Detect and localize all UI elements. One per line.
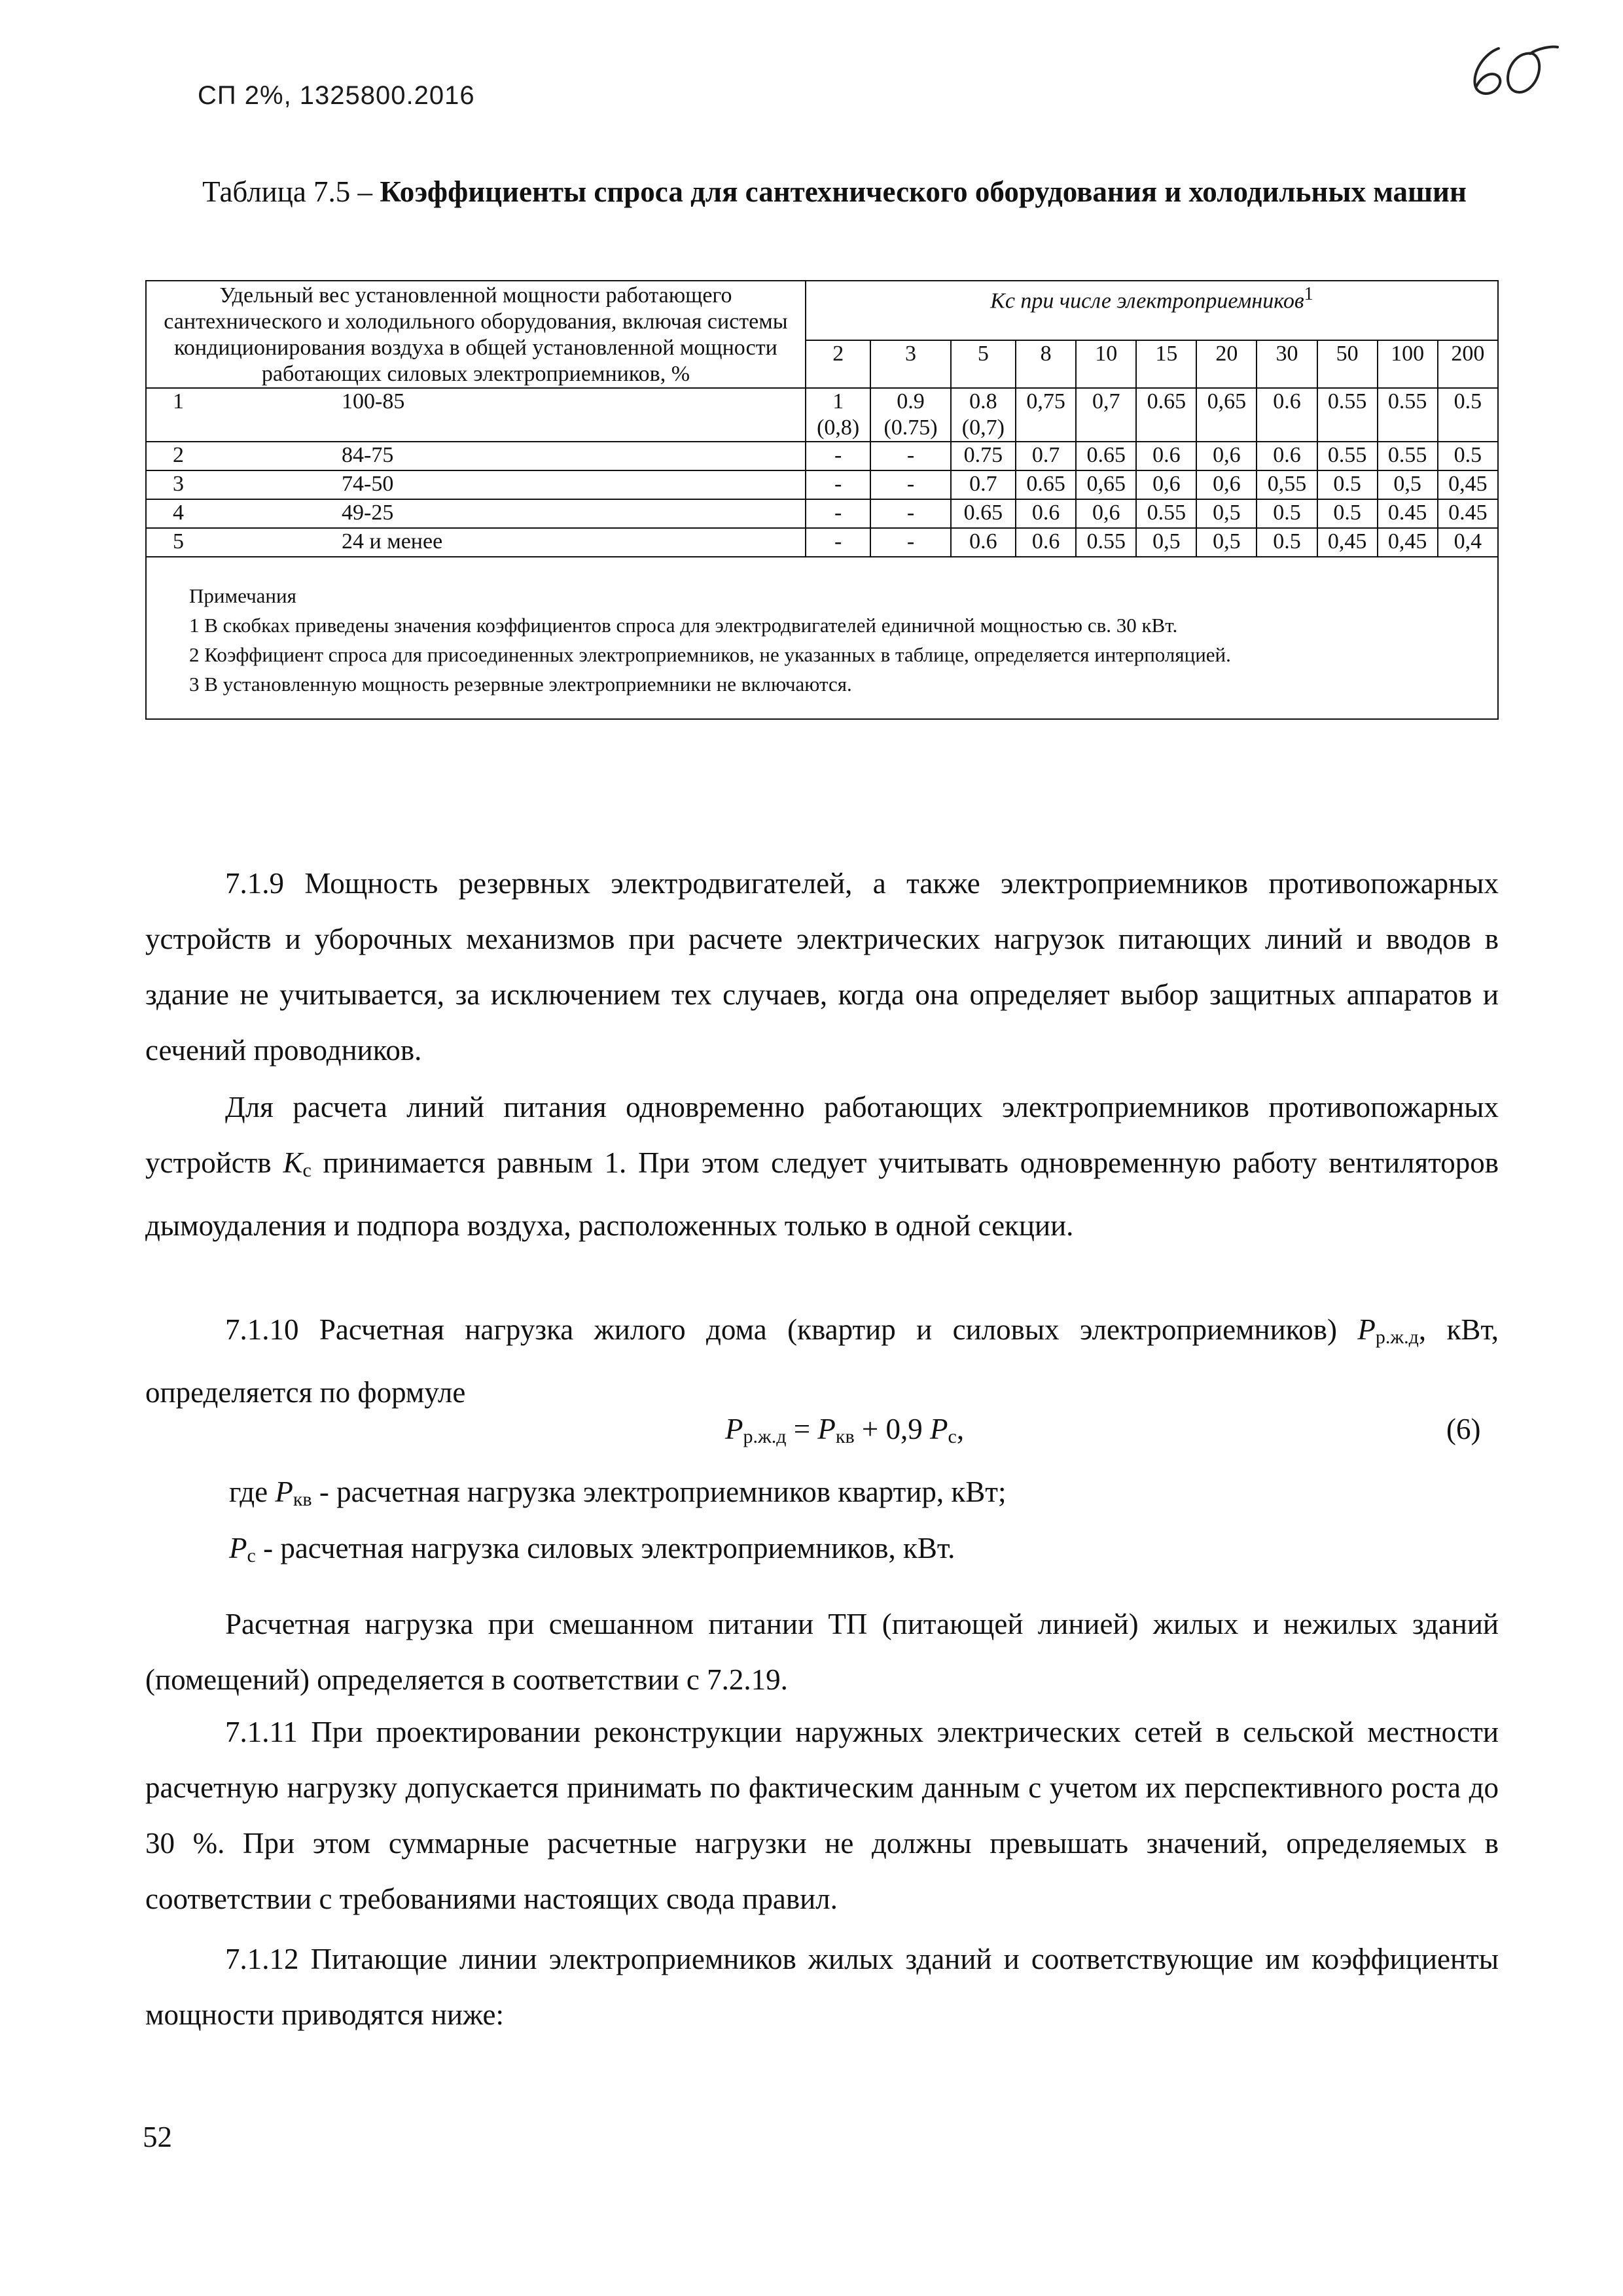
kc-value-cell: 0.6 [1136,442,1196,470]
kc-value-cell: 0.65 [1136,388,1196,442]
table-caption-title: Коэффициенты спроса для сантехнического оборудования и холодильных машин [380,175,1467,208]
kc-value-cell: 0.5 [1438,388,1498,442]
kc-value-cell: 0,7 [1076,388,1136,442]
kc-value-cell: 0,5 [1378,470,1438,499]
where-line-2 [229,1521,955,1583]
symbol-kc: K [283,1146,303,1179]
kc-value-cell: 0,65 [1076,470,1136,499]
kc-value-cell: - [806,528,871,557]
where-1-prefix: где [229,1475,276,1508]
kc-value-cell: 0.6 [1016,528,1076,557]
kc-value-cell: 1 (0,8) [806,388,871,442]
demand-coefficient-table [145,280,1499,720]
paragraph-7-1-11 [145,1704,1499,1927]
table-row [146,528,1498,557]
kc-value-cell: 0.8 (0,7) [951,388,1016,442]
kc-value-cell: 0,5 [1136,528,1196,557]
kc-value-cell: 0.5 [1317,470,1378,499]
kc-value-cell: 0.55 [1378,388,1438,442]
kc-value-cell: 0.6 [1016,499,1076,528]
kc-value-cell: 0.7 [951,470,1016,499]
column-header-count: 2 [806,340,871,388]
paragraph-kc-fire-text-a: Для расчета линий питания одновременно работающих электроприемников противопожарных устройств [145,1091,1499,1179]
where-1-text: - расчетная нагрузка электроприемников квартир, кВт; [312,1475,1007,1508]
where-line-1 [229,1464,1006,1527]
kc-value-cell: 0.5 [1317,499,1378,528]
where-2-symbol: P [229,1532,247,1564]
table-body [146,388,1498,557]
paragraph-7-1-10 [145,1302,1499,1421]
column-header-count: 10 [1076,340,1136,388]
kc-value-cell: 0,65 [1196,388,1257,442]
formula-plus: + 0,9 [854,1413,931,1445]
paragraph-7-1-9 [145,856,1499,1078]
where-1-symbol: P [275,1475,293,1508]
formula-term-2-sub: с [948,1426,957,1447]
table-header-row-1 [146,281,1498,340]
kc-value-cell: - [870,499,950,528]
note-2: 2 Коэффициент спроса для присоединенных электроприемников, не указанных в таблице, определяется интерполяцией. [189,643,1231,666]
column-header-count: 30 [1257,340,1317,388]
kc-value-cell: 0,6 [1196,470,1257,499]
column-header-count: 8 [1016,340,1076,388]
kc-value-cell: - [806,499,871,528]
table-notes-row [146,557,1498,719]
kc-value-cell: 0.45 [1378,499,1438,528]
column-header-count: 200 [1438,340,1498,388]
symbol-kc-sub: с [302,1159,312,1181]
table-notes [146,557,1498,719]
kc-value-cell: 0,4 [1438,528,1498,557]
row-power-share-range: 100-85 [198,388,806,442]
kc-value-cell: 0.55 [1317,388,1378,442]
column-header-kc [806,281,1498,340]
kc-value-cell: 0.45 [1438,499,1498,528]
column-header-count: 3 [870,340,950,388]
formula-end: , [956,1413,965,1445]
table-row [146,388,1498,442]
column-header-installed-power-share: Удельный вес установленной мощности работающего сантехнического и холодильного оборудования, включая системы кондиционирования воздуха в общей установленной мощности работающих силовых электроприемников, % [146,281,806,388]
paragraph-7-1-9-text: 7.1.9 Мощность резервных электродвигателей, а также электроприемников противопожарных устройств и уборочных механизмов при расчете электрических нагрузок питающих линий и вводов в здание не учитывается, за исключением тех случаев, когда она определяет выбор защитных аппаратов и сечений проводников. [145,867,1499,1067]
formula-lhs-sub: р.ж.д [743,1426,787,1447]
row-index: 4 [146,499,198,528]
kc-value-cell: 0.55 [1317,442,1378,470]
kc-value-cell: 0.5 [1257,528,1317,557]
row-index: 5 [146,528,198,557]
kc-value-cell: - [870,470,950,499]
kc-value-cell: 0.9 (0.75) [870,388,950,442]
paragraph-mixed-supply [145,1597,1499,1708]
formula-term-1: P [817,1413,836,1445]
symbol-p-rzhd: P [1357,1313,1376,1346]
paragraph-7-1-10-text-a: 7.1.10 Расчетная нагрузка жилого дома (квартир и силовых электроприемников) [225,1313,1358,1346]
table-caption [151,171,1518,212]
table-row [146,499,1498,528]
paragraph-7-1-10-text-b: , кВт, определяется по формуле [145,1313,1499,1409]
kc-value-cell: 0.65 [1076,442,1136,470]
table-caption-prefix: Таблица 7.5 – [202,175,380,208]
column-header-count: 20 [1196,340,1257,388]
kc-header-text: Kс при числе электроприемников [990,289,1304,313]
kc-value-cell: - [806,442,871,470]
kc-value-cell: 0.65 [951,499,1016,528]
kc-value-cell: 0.7 [1016,442,1076,470]
formula-lhs: P [725,1413,743,1445]
where-1-sub: кв [293,1489,312,1510]
kc-value-cell: 0.55 [1076,528,1136,557]
formula-number: (6) [1446,1413,1481,1445]
page-number: 52 [143,2121,172,2153]
kc-value-cell: 0,6 [1076,499,1136,528]
kc-value-cell: 0.55 [1378,442,1438,470]
column-header-count: 100 [1378,340,1438,388]
paragraph-mixed-supply-text: Расчетная нагрузка при смешанном питании ТП (питающей линией) жилых и нежилых зданий (помещений) определяется в соответствии с 7.2.19. [145,1608,1499,1696]
row-index: 3 [146,470,198,499]
row-power-share-range: 24 и менее [198,528,806,557]
kc-value-cell: 0,75 [1016,388,1076,442]
paragraph-kc-fire-text-b: принимается равным 1. При этом следует учитывать одновременную работу вентиляторов дымоудаления и подпора воздуха, расположенных только в одной секции. [145,1146,1499,1242]
kc-value-cell: - [870,442,950,470]
kc-header-footnote-mark: 1 [1304,284,1313,304]
paragraph-7-1-12 [145,1932,1499,2043]
column-header-count: 15 [1136,340,1196,388]
row-power-share-range: 74-50 [198,470,806,499]
standard-code: СП 2%, 1325800.2016 [198,81,475,110]
paragraph-7-1-11-text: 7.1.11 При проектировании реконструкции наружных электрических сетей в сельской местности расчетную нагрузку допускается принимать по фактическим данным с учетом их перспективного роста до 30 %. При этом суммарные расчетные нагрузки не должны превышать значений, определяемых в соответствии с требованиями настоящих свода правил. [145,1716,1499,1915]
kc-value-cell: 0.75 [951,442,1016,470]
kc-value-cell: 0.65 [1016,470,1076,499]
column-header-count: 5 [951,340,1016,388]
handwritten-page-number-drawing [1465,42,1563,101]
formula-term-1-sub: кв [835,1426,855,1447]
kc-value-cell: 0.6 [1257,442,1317,470]
kc-value-cell: 0.6 [1257,388,1317,442]
kc-value-cell: 0.55 [1136,499,1196,528]
row-index: 2 [146,442,198,470]
row-index: 1 [146,388,198,442]
kc-value-cell: 0.5 [1438,442,1498,470]
kc-value-cell: 0,5 [1196,499,1257,528]
table-row [146,470,1498,499]
formula-eq: = [786,1413,818,1445]
paragraph-7-1-12-text: 7.1.12 Питающие линии электроприемников жилых зданий и соответствующие им коэффициенты мощности приводятся ниже: [145,1943,1499,2031]
table-row [146,442,1498,470]
notes-title: Примечания [189,584,296,607]
row-power-share-range: 84-75 [198,442,806,470]
kc-value-cell: 0,45 [1317,528,1378,557]
kc-value-cell: 0,6 [1136,470,1196,499]
kc-value-cell: - [870,528,950,557]
where-2-sub: с [247,1545,256,1566]
paragraph-kc-fire [145,1080,1499,1254]
kc-value-cell: - [806,470,871,499]
kc-value-cell: 0,45 [1378,528,1438,557]
note-3: 3 В установленную мощность резервные электроприемники не включаются. [189,673,852,696]
kc-value-cell: 0,5 [1196,528,1257,557]
formula-term-2: P [930,1413,948,1445]
kc-value-cell: 0,55 [1257,470,1317,499]
symbol-p-rzhd-sub: р.ж.д [1375,1326,1419,1348]
row-power-share-range: 49-25 [198,499,806,528]
note-1: 1 В скобках приведены значения коэффициентов спроса для электродвигателей единичной мощностью св. 30 кВт. [189,614,1178,637]
kc-value-cell: 0.6 [951,528,1016,557]
where-2-text: - расчетная нагрузка силовых электроприемников, кВт. [255,1532,955,1564]
formula-6 [725,1412,964,1448]
kc-value-cell: 0,6 [1196,442,1257,470]
kc-value-cell: 0,45 [1438,470,1498,499]
column-header-count: 50 [1317,340,1378,388]
kc-value-cell: 0.5 [1257,499,1317,528]
handwritten-page-number [1465,42,1563,101]
